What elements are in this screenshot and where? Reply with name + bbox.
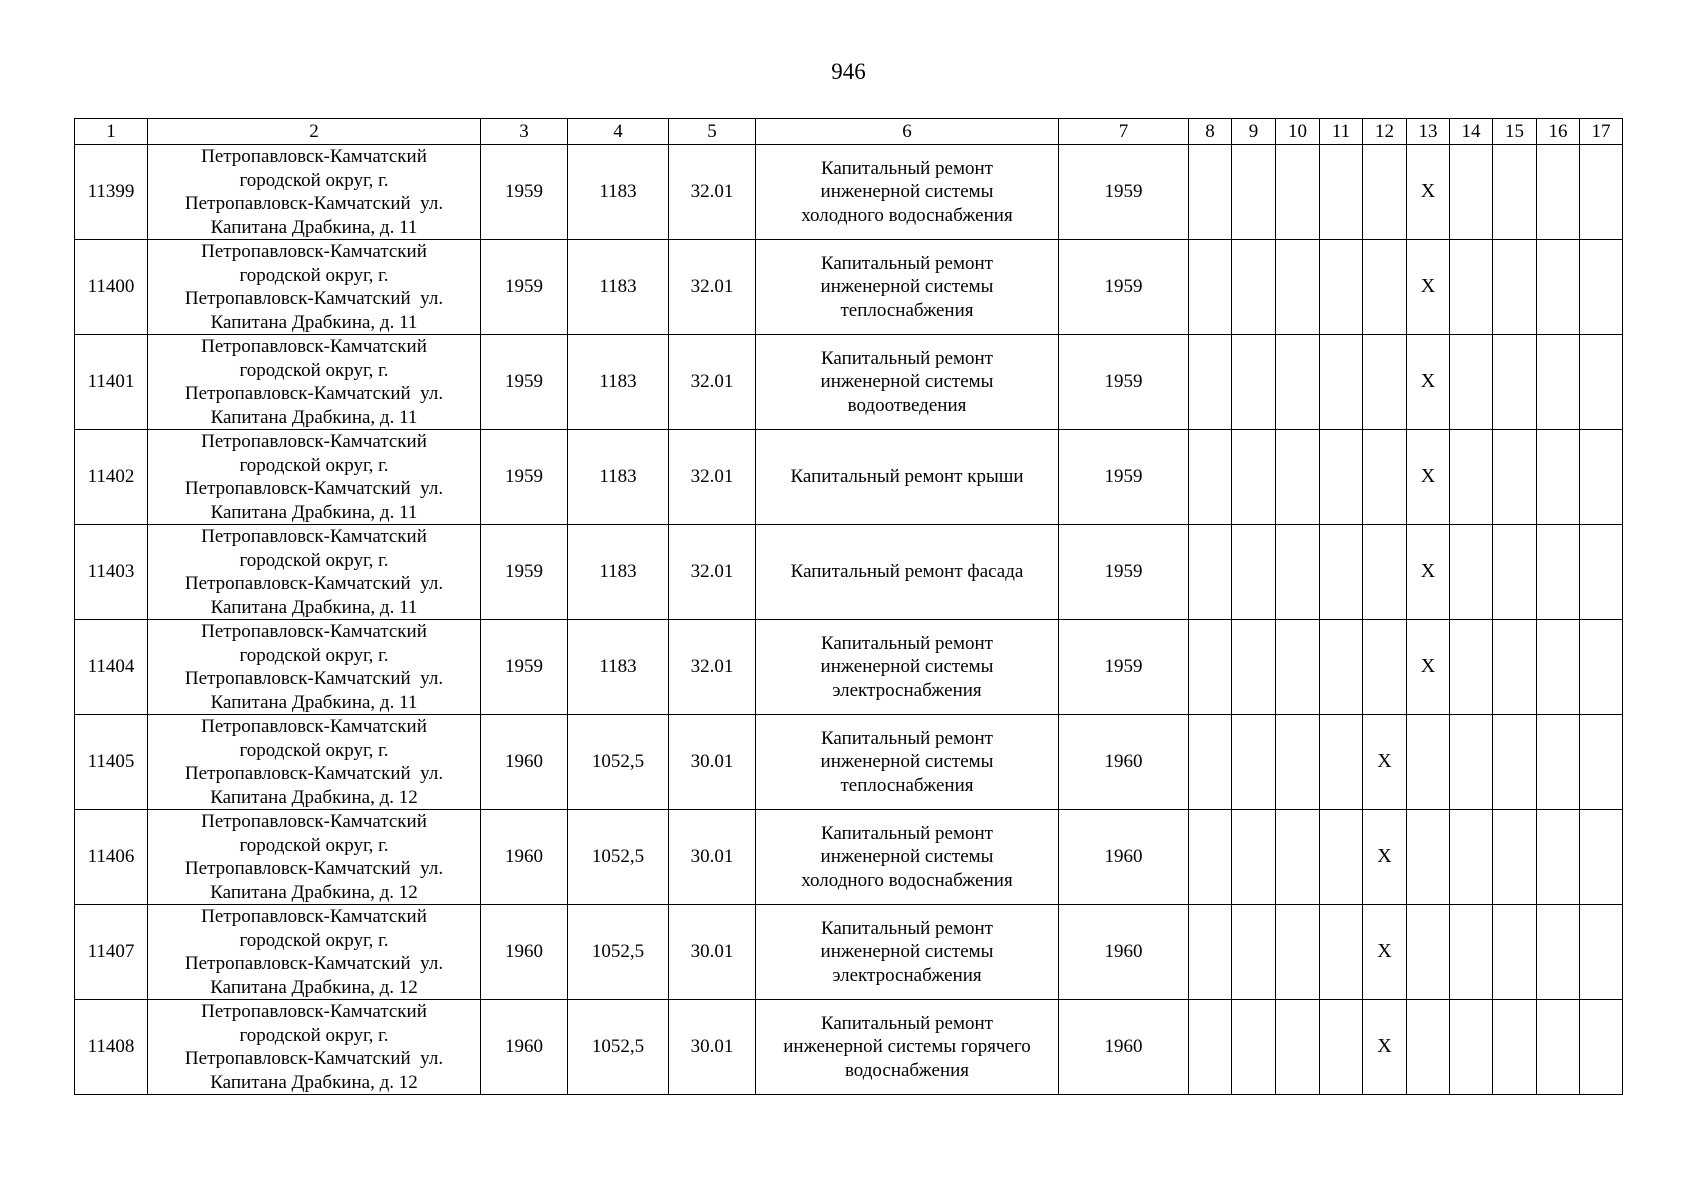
mark-cell-10: [1276, 905, 1320, 1000]
year-built-cell: 1960: [481, 810, 568, 905]
table-row: [75, 810, 1623, 905]
column-header-2: 2: [148, 119, 481, 145]
mark-cell-8: [1189, 905, 1232, 1000]
code-cell: 32.01: [669, 145, 756, 240]
mark-cell-16: [1537, 810, 1580, 905]
mark-cell-17: [1580, 240, 1623, 335]
area-cell: 1183: [568, 525, 669, 620]
mark-cell-15: [1493, 335, 1537, 430]
address-cell: [148, 715, 481, 810]
mark-cell-15: [1493, 905, 1537, 1000]
address-cell: [148, 335, 481, 430]
address-cell-line: Капитана Драбкина, д. 12: [210, 881, 418, 903]
mark-cell-9: [1232, 335, 1276, 430]
work-type-cell-line: водоснабжения: [844, 1059, 970, 1081]
address-cell: [148, 1000, 481, 1095]
work-type-cell-line: инженерной системы горячего: [783, 1036, 1031, 1058]
work-type-cell: [756, 525, 1059, 620]
address-cell-line: городской округ, г.: [239, 739, 389, 761]
mark-cell-14: [1450, 715, 1493, 810]
address-cell-line: Петропавловск-Камчатский ул.: [184, 573, 444, 594]
table-row: [75, 335, 1623, 430]
address-cell-line: городской округ, г.: [239, 549, 389, 571]
mark-cell-17: [1580, 145, 1623, 240]
address-cell-line: Петропавловск-Камчатский ул.: [184, 288, 444, 309]
work-type-cell: [756, 620, 1059, 715]
mark-cell-16: [1537, 335, 1580, 430]
address-cell-line: Петропавловск-Камчатский ул.: [184, 193, 444, 214]
work-type-cell-line: инженерной системы: [820, 846, 994, 868]
mark-cell-8: [1189, 620, 1232, 715]
address-cell-line: Капитана Драбкина, д. 12: [210, 1071, 418, 1093]
mark-cell-12: X: [1363, 715, 1407, 810]
mark-cell-12: [1363, 145, 1407, 240]
address-cell-line: Петропавловск-Камчатский: [201, 241, 427, 262]
column-header-8: 8: [1189, 119, 1232, 145]
mark-cell-8: [1189, 715, 1232, 810]
area-cell: 1183: [568, 430, 669, 525]
mark-cell-13: [1407, 715, 1450, 810]
area-cell: 1183: [568, 620, 669, 715]
work-type-cell: [756, 810, 1059, 905]
code-cell: 32.01: [669, 620, 756, 715]
mark-cell-13: X: [1407, 525, 1450, 620]
row-id-cell: 11401: [75, 335, 148, 430]
mark-cell-10: [1276, 335, 1320, 430]
column-number-row: [75, 119, 1623, 145]
address-cell: [148, 620, 481, 715]
mark-cell-15: [1493, 1000, 1537, 1095]
work-type-cell-line: холодного водоснабжения: [801, 204, 1013, 226]
address-cell-line: Капитана Драбкина, д. 12: [210, 976, 418, 998]
mark-cell-15: [1493, 430, 1537, 525]
mark-cell-9: [1232, 145, 1276, 240]
address-cell-line: городской округ, г.: [239, 1024, 389, 1046]
column-header-12: 12: [1363, 119, 1407, 145]
column-header-16: 16: [1537, 119, 1580, 145]
address-cell-line: Петропавловск-Камчатский ул.: [184, 1048, 444, 1069]
row-id-cell: 11400: [75, 240, 148, 335]
mark-cell-15: [1493, 145, 1537, 240]
column-header-3: 3: [481, 119, 568, 145]
address-cell-line: Петропавловск-Камчатский ул.: [184, 953, 444, 974]
address-cell: [148, 240, 481, 335]
year-cell: 1959: [1059, 240, 1189, 335]
mark-cell-12: X: [1363, 1000, 1407, 1095]
mark-cell-12: [1363, 430, 1407, 525]
mark-cell-17: [1580, 1000, 1623, 1095]
mark-cell-9: [1232, 905, 1276, 1000]
work-type-cell-line: Капитальный ремонт: [820, 1012, 993, 1034]
work-type-cell: [756, 145, 1059, 240]
address-cell: [148, 810, 481, 905]
table-row: [75, 620, 1623, 715]
mark-cell-16: [1537, 620, 1580, 715]
mark-cell-14: [1450, 335, 1493, 430]
mark-cell-8: [1189, 525, 1232, 620]
mark-cell-10: [1276, 525, 1320, 620]
mark-cell-13: [1407, 905, 1450, 1000]
column-header-4: 4: [568, 119, 669, 145]
address-cell-line: Капитана Драбкина, д. 11: [210, 406, 418, 428]
year-built-cell: 1959: [481, 430, 568, 525]
address-cell-line: Петропавловск-Камчатский: [201, 621, 427, 642]
work-type-cell-line: инженерной системы: [820, 941, 994, 963]
mark-cell-9: [1232, 715, 1276, 810]
address-cell-line: Капитана Драбкина, д. 11: [210, 501, 418, 523]
mark-cell-16: [1537, 715, 1580, 810]
mark-cell-9: [1232, 1000, 1276, 1095]
column-header-5: 5: [669, 119, 756, 145]
capital-repair-table: [74, 118, 1623, 1095]
address-cell-line: Петропавловск-Камчатский: [201, 146, 427, 167]
work-type-cell-line: холодного водоснабжения: [801, 869, 1013, 891]
address-cell-line: Петропавловск-Камчатский ул.: [184, 858, 444, 879]
address-cell-line: Капитана Драбкина, д. 12: [210, 786, 418, 808]
mark-cell-15: [1493, 240, 1537, 335]
work-type-cell-line: Капитальный ремонт крыши: [790, 466, 1024, 488]
mark-cell-14: [1450, 240, 1493, 335]
work-type-cell-line: Капитальный ремонт: [820, 157, 993, 179]
work-type-cell-line: инженерной системы: [820, 751, 994, 773]
mark-cell-8: [1189, 430, 1232, 525]
row-id-cell: 11406: [75, 810, 148, 905]
mark-cell-15: [1493, 810, 1537, 905]
table-row: [75, 1000, 1623, 1095]
mark-cell-8: [1189, 810, 1232, 905]
work-type-cell: [756, 905, 1059, 1000]
column-header-17: 17: [1580, 119, 1623, 145]
year-cell: 1960: [1059, 715, 1189, 810]
mark-cell-10: [1276, 1000, 1320, 1095]
year-built-cell: 1959: [481, 145, 568, 240]
row-id-cell: 11404: [75, 620, 148, 715]
work-type-cell-line: теплоснабжения: [840, 774, 974, 796]
work-type-cell: [756, 335, 1059, 430]
address-cell-line: городской округ, г.: [239, 929, 389, 951]
mark-cell-17: [1580, 620, 1623, 715]
mark-cell-11: [1320, 620, 1363, 715]
mark-cell-9: [1232, 525, 1276, 620]
table-row: [75, 145, 1623, 240]
mark-cell-16: [1537, 430, 1580, 525]
mark-cell-17: [1580, 525, 1623, 620]
address-cell-line: Капитана Драбкина, д. 11: [210, 216, 418, 238]
address-cell-line: Петропавловск-Камчатский ул.: [184, 383, 444, 404]
address-cell-line: Петропавловск-Камчатский: [201, 431, 427, 452]
work-type-cell-line: электроснабжения: [832, 679, 982, 701]
mark-cell-16: [1537, 525, 1580, 620]
row-id-cell: 11405: [75, 715, 148, 810]
mark-cell-15: [1493, 620, 1537, 715]
mark-cell-12: [1363, 335, 1407, 430]
table-row: [75, 430, 1623, 525]
address-cell-line: Петропавловск-Камчатский: [201, 716, 427, 737]
address-cell-line: Петропавловск-Камчатский ул.: [184, 668, 444, 689]
mark-cell-8: [1189, 335, 1232, 430]
mark-cell-14: [1450, 620, 1493, 715]
mark-cell-17: [1580, 905, 1623, 1000]
mark-cell-12: X: [1363, 810, 1407, 905]
address-cell-line: Петропавловск-Камчатский ул.: [184, 478, 444, 499]
column-header-11: 11: [1320, 119, 1363, 145]
area-cell: 1052,5: [568, 715, 669, 810]
mark-cell-14: [1450, 525, 1493, 620]
area-cell: 1183: [568, 240, 669, 335]
address-cell-line: Капитана Драбкина, д. 11: [210, 311, 418, 333]
mark-cell-13: X: [1407, 620, 1450, 715]
address-cell-line: городской округ, г.: [239, 834, 389, 856]
row-id-cell: 11408: [75, 1000, 148, 1095]
mark-cell-13: X: [1407, 240, 1450, 335]
work-type-cell-line: водоотведения: [847, 394, 967, 416]
year-cell: 1959: [1059, 430, 1189, 525]
year-cell: 1959: [1059, 145, 1189, 240]
address-cell-line: городской округ, г.: [239, 169, 389, 191]
year-cell: 1959: [1059, 525, 1189, 620]
mark-cell-10: [1276, 810, 1320, 905]
area-cell: 1052,5: [568, 1000, 669, 1095]
mark-cell-17: [1580, 335, 1623, 430]
work-type-cell: [756, 430, 1059, 525]
work-type-cell-line: инженерной системы: [820, 276, 994, 298]
column-header-1: 1: [75, 119, 148, 145]
row-id-cell: 11399: [75, 145, 148, 240]
year-built-cell: 1960: [481, 1000, 568, 1095]
work-type-cell-line: Капитальный ремонт: [820, 632, 993, 654]
address-cell: [148, 430, 481, 525]
mark-cell-17: [1580, 430, 1623, 525]
code-cell: 30.01: [669, 810, 756, 905]
address-cell-line: Петропавловск-Камчатский: [201, 1001, 427, 1022]
mark-cell-11: [1320, 335, 1363, 430]
mark-cell-9: [1232, 810, 1276, 905]
mark-cell-17: [1580, 810, 1623, 905]
work-type-cell-line: Капитальный ремонт: [820, 822, 993, 844]
area-cell: 1052,5: [568, 905, 669, 1000]
mark-cell-8: [1189, 145, 1232, 240]
work-type-cell-line: Капитальный ремонт фасада: [790, 561, 1024, 583]
row-id-cell: 11403: [75, 525, 148, 620]
column-header-15: 15: [1493, 119, 1537, 145]
table-row: [75, 905, 1623, 1000]
mark-cell-9: [1232, 430, 1276, 525]
column-header-9: 9: [1232, 119, 1276, 145]
mark-cell-10: [1276, 240, 1320, 335]
column-header-13: 13: [1407, 119, 1450, 145]
area-cell: 1183: [568, 145, 669, 240]
mark-cell-12: [1363, 525, 1407, 620]
mark-cell-12: [1363, 240, 1407, 335]
mark-cell-12: X: [1363, 905, 1407, 1000]
code-cell: 30.01: [669, 905, 756, 1000]
mark-cell-13: X: [1407, 335, 1450, 430]
address-cell-line: Петропавловск-Камчатский: [201, 906, 427, 927]
address-cell: [148, 145, 481, 240]
mark-cell-11: [1320, 430, 1363, 525]
column-header-10: 10: [1276, 119, 1320, 145]
code-cell: 32.01: [669, 430, 756, 525]
row-id-cell: 11402: [75, 430, 148, 525]
mark-cell-10: [1276, 620, 1320, 715]
work-type-cell: [756, 1000, 1059, 1095]
work-type-cell: [756, 240, 1059, 335]
mark-cell-16: [1537, 240, 1580, 335]
mark-cell-11: [1320, 810, 1363, 905]
year-built-cell: 1959: [481, 525, 568, 620]
mark-cell-16: [1537, 1000, 1580, 1095]
year-built-cell: 1959: [481, 240, 568, 335]
mark-cell-10: [1276, 145, 1320, 240]
year-built-cell: 1960: [481, 715, 568, 810]
mark-cell-11: [1320, 145, 1363, 240]
mark-cell-13: X: [1407, 430, 1450, 525]
mark-cell-13: [1407, 1000, 1450, 1095]
mark-cell-14: [1450, 810, 1493, 905]
address-cell-line: городской округ, г.: [239, 264, 389, 286]
mark-cell-11: [1320, 240, 1363, 335]
year-built-cell: 1959: [481, 335, 568, 430]
table-row: [75, 525, 1623, 620]
year-built-cell: 1960: [481, 905, 568, 1000]
column-header-14: 14: [1450, 119, 1493, 145]
year-cell: 1959: [1059, 620, 1189, 715]
work-type-cell-line: Капитальный ремонт: [820, 727, 993, 749]
work-type-cell-line: инженерной системы: [820, 371, 994, 393]
year-cell: 1959: [1059, 335, 1189, 430]
work-type-cell-line: инженерной системы: [820, 656, 994, 678]
address-cell-line: Петропавловск-Камчатский: [201, 336, 427, 357]
mark-cell-17: [1580, 715, 1623, 810]
address-cell-line: Петропавловск-Камчатский: [201, 811, 427, 832]
mark-cell-14: [1450, 145, 1493, 240]
work-type-cell-line: теплоснабжения: [840, 299, 974, 321]
mark-cell-14: [1450, 905, 1493, 1000]
address-cell-line: городской округ, г.: [239, 454, 389, 476]
mark-cell-11: [1320, 1000, 1363, 1095]
code-cell: 32.01: [669, 240, 756, 335]
mark-cell-15: [1493, 525, 1537, 620]
mark-cell-14: [1450, 1000, 1493, 1095]
mark-cell-13: [1407, 810, 1450, 905]
code-cell: 30.01: [669, 715, 756, 810]
work-type-cell-line: Капитальный ремонт: [820, 917, 993, 939]
work-type-cell-line: Капитальный ремонт: [820, 347, 993, 369]
page-number: 946: [831, 59, 866, 84]
mark-cell-8: [1189, 1000, 1232, 1095]
mark-cell-8: [1189, 240, 1232, 335]
work-type-cell-line: инженерной системы: [820, 181, 994, 203]
mark-cell-10: [1276, 715, 1320, 810]
address-cell: [148, 525, 481, 620]
work-type-cell-line: Капитальный ремонт: [820, 252, 993, 274]
row-id-cell: 11407: [75, 905, 148, 1000]
address-cell-line: Капитана Драбкина, д. 11: [210, 596, 418, 618]
address-cell-line: Капитана Драбкина, д. 11: [210, 691, 418, 713]
mark-cell-16: [1537, 145, 1580, 240]
work-type-cell: [756, 715, 1059, 810]
code-cell: 32.01: [669, 335, 756, 430]
mark-cell-11: [1320, 525, 1363, 620]
mark-cell-9: [1232, 620, 1276, 715]
area-cell: 1183: [568, 335, 669, 430]
year-cell: 1960: [1059, 1000, 1189, 1095]
address-cell-line: Петропавловск-Камчатский: [201, 526, 427, 547]
mark-cell-16: [1537, 905, 1580, 1000]
year-built-cell: 1959: [481, 620, 568, 715]
mark-cell-11: [1320, 715, 1363, 810]
column-header-6: 6: [756, 119, 1059, 145]
year-cell: 1960: [1059, 905, 1189, 1000]
mark-cell-15: [1493, 715, 1537, 810]
mark-cell-11: [1320, 905, 1363, 1000]
mark-cell-13: X: [1407, 145, 1450, 240]
area-cell: 1052,5: [568, 810, 669, 905]
address-cell: [148, 905, 481, 1000]
mark-cell-10: [1276, 430, 1320, 525]
column-header-7: 7: [1059, 119, 1189, 145]
work-type-cell-line: электроснабжения: [832, 964, 982, 986]
address-cell-line: Петропавловск-Камчатский ул.: [184, 763, 444, 784]
mark-cell-12: [1363, 620, 1407, 715]
mark-cell-14: [1450, 430, 1493, 525]
code-cell: 30.01: [669, 1000, 756, 1095]
table-row: [75, 240, 1623, 335]
address-cell-line: городской округ, г.: [239, 359, 389, 381]
code-cell: 32.01: [669, 525, 756, 620]
table-row: [75, 715, 1623, 810]
year-cell: 1960: [1059, 810, 1189, 905]
mark-cell-9: [1232, 240, 1276, 335]
address-cell-line: городской округ, г.: [239, 644, 389, 666]
